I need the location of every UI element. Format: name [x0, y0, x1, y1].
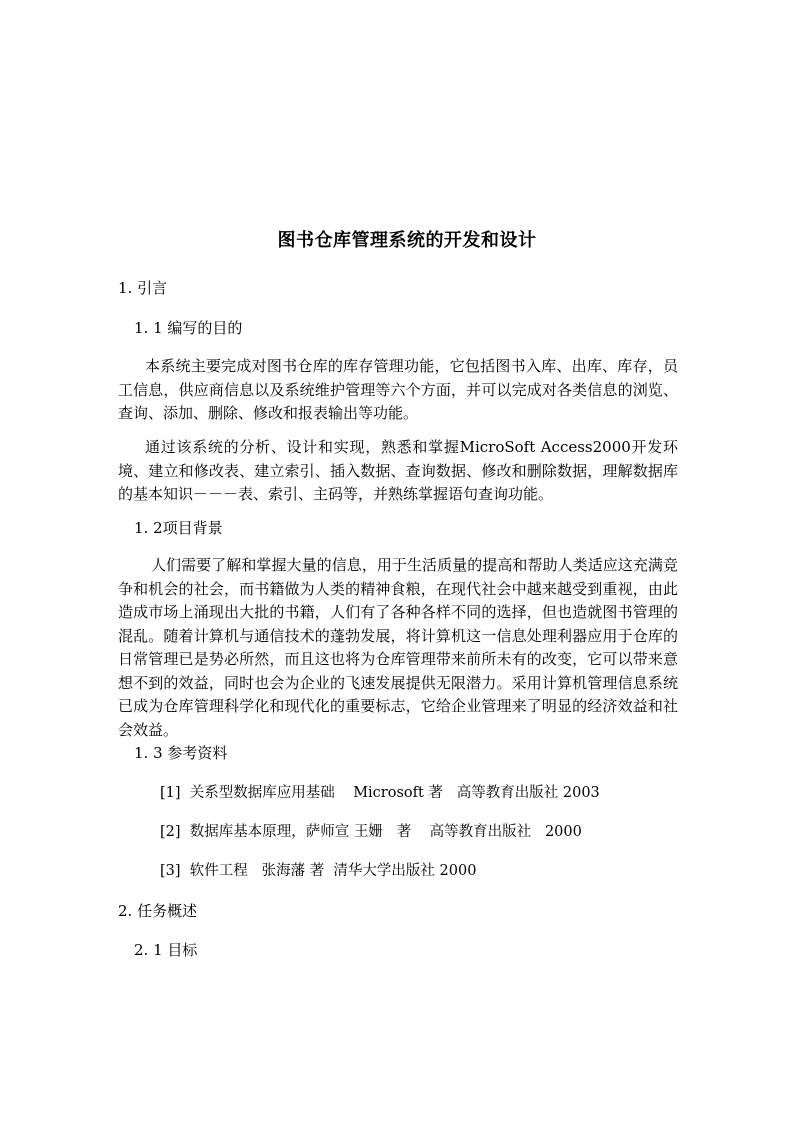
reference-item: [2] 数据库基本原理，萨师宣 王姗 著 高等教育出版社 2000: [160, 824, 582, 840]
section-1-2-paragraph: 人们需要了解和掌握大量的信息，用于生活质量的提高和帮助人类适应这充满竞争和机会的社会，而书籍做为人类的精神食粮，在现代社会中越来越受到重视，由此造成市场上涌现出大批的书籍，人们有了各种各样不同的选择，但也造就图书管理的混乱。随着计算机与通信技术的蓬勃发展，将计算机这一信息处理利器应用于仓库的日常管理已是势必所然，而且这也将为仓库管理带来前所未有的改变，它可以带来意想不到的效益，同时也会为企业的飞速发展提供无限潜力。采用计算机管理信息系统已成为仓库管理科学化和现代化的重要标志，它给企业管理来了明显的经济效益和社会效益。: [118, 556, 678, 739]
reference-item: [3] 软件工程 张海藩 著 清华大学出版社 2000: [160, 863, 477, 879]
section-1-1-heading: 1. 1 编写的目的: [134, 319, 243, 337]
reference-item: [1] 关系型数据库应用基础 Microsoft 著 高等教育出版社 2003: [160, 785, 600, 801]
section-1-3-heading: 1. 3 参考资料: [134, 744, 228, 762]
document-title: 图书仓库管理系统的开发和设计: [277, 230, 537, 251]
section-2-1-heading: 2. 1 目标: [134, 941, 198, 959]
section-2-heading: 2. 任务概述: [118, 902, 198, 920]
section-1-1-paragraph-2: 通过该系统的分析、设计和实现，熟悉和掌握MicroSoft Access2000开发环境、建立和修改表、建立索引、插入数据、查询数据、修改和删除数据，理解数据库的基本知识－－－表、索引、主码等，并熟练掌握语句查询功能。: [118, 438, 678, 503]
section-1-1-paragraph-1: 本系统主要完成对图书仓库的库存管理功能，它包括图书入库、出库、库存，员工信息，供应商信息以及系统维护管理等六个方面，并可以完成对各类信息的浏览、查询、添加、删除、修改和报表输出等功能。: [118, 357, 678, 422]
section-1-heading: 1. 引言: [118, 279, 168, 297]
section-1-2-heading: 1. 2项目背景: [134, 519, 223, 537]
